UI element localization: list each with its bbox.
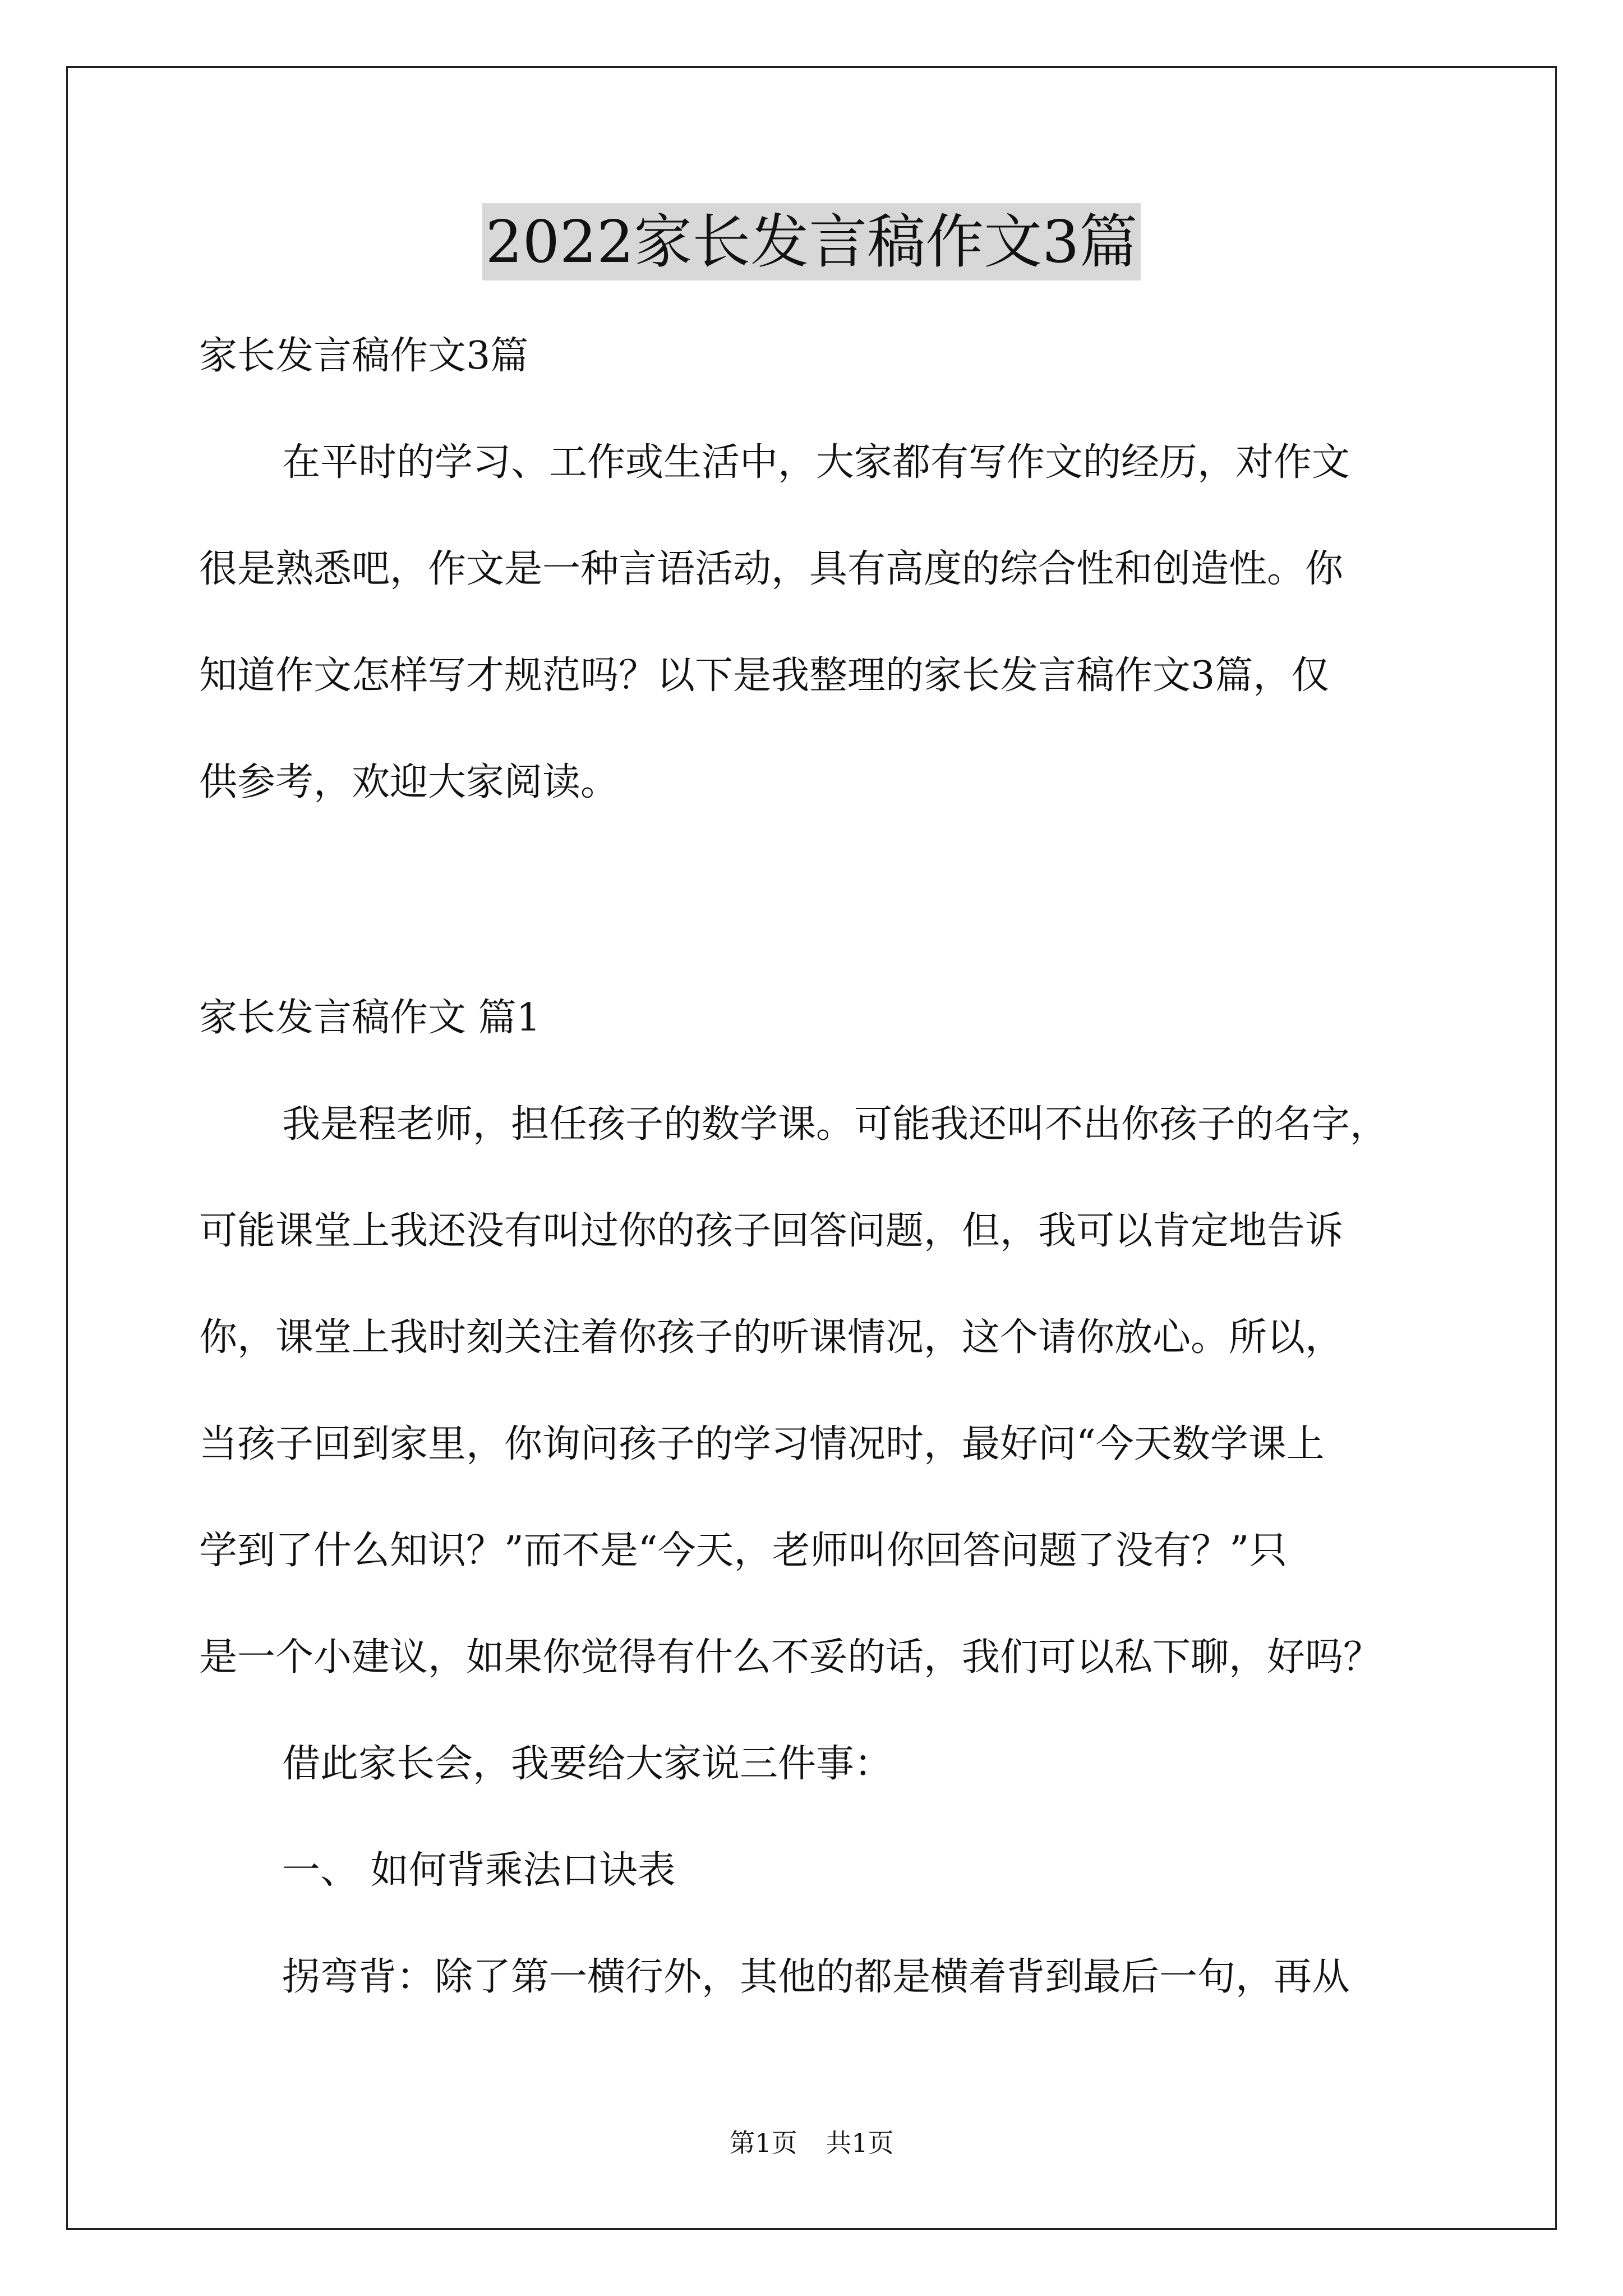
body-line: 当孩子回到家里，你询问孩子的学习情况时，最好问“今天数学课上: [199, 1422, 1325, 1466]
body-line: 学到了什么知识？”而不是“今天，老师叫你回答问题了没有？”只: [199, 1529, 1288, 1573]
intro-line: 很是熟悉吧，作文是一种言语活动，具有高度的综合性和创造性。你: [199, 547, 1344, 591]
intro-line: 在平时的学习、工作或生活中，大家都有写作文的经历，对作文: [282, 440, 1350, 485]
document-title: 2022家长发言稿作文3篇: [482, 203, 1141, 280]
list-item-one: 一、 如何背乘法口诀表: [282, 1848, 676, 1893]
footer-total-pages: 共1页: [826, 2128, 894, 2158]
footer-page-number: 第1页: [729, 2128, 797, 2158]
body-line: 可能课堂上我还没有叫过你的孩子回答问题，但，我可以肯定地告诉: [199, 1209, 1344, 1253]
page-footer: [0, 2126, 1623, 2160]
body-line: 是一个小建议，如果你觉得有什么不妥的话，我们可以私下聊，好吗？: [199, 1635, 1382, 1680]
section-one: [199, 965, 1438, 2031]
document-body: [199, 303, 1438, 836]
intro-line: 知道作文怎样写才规范吗？以下是我整理的家长发言稿作文3篇，仅: [199, 654, 1330, 698]
paragraph-three-things: 借此家长会，我要给大家说三件事：: [282, 1742, 893, 1786]
body-line: 你，课堂上我时刻关注着你孩子的听课情况，这个请你放心。所以，: [199, 1315, 1344, 1360]
intro-line: 供参考，欢迎大家阅读。: [199, 760, 619, 804]
subtitle: 家长发言稿作文3篇: [199, 334, 529, 378]
section-heading: 家长发言稿作文 篇1: [199, 996, 541, 1040]
paragraph-guaibei: 拐弯背：除了第一横行外，其他的都是横着背到最后一句，再从: [282, 1955, 1350, 1999]
title-container: [0, 203, 1623, 280]
body-line: 我是程老师，担任孩子的数学课。可能我还叫不出你孩子的名字，: [282, 1102, 1389, 1147]
